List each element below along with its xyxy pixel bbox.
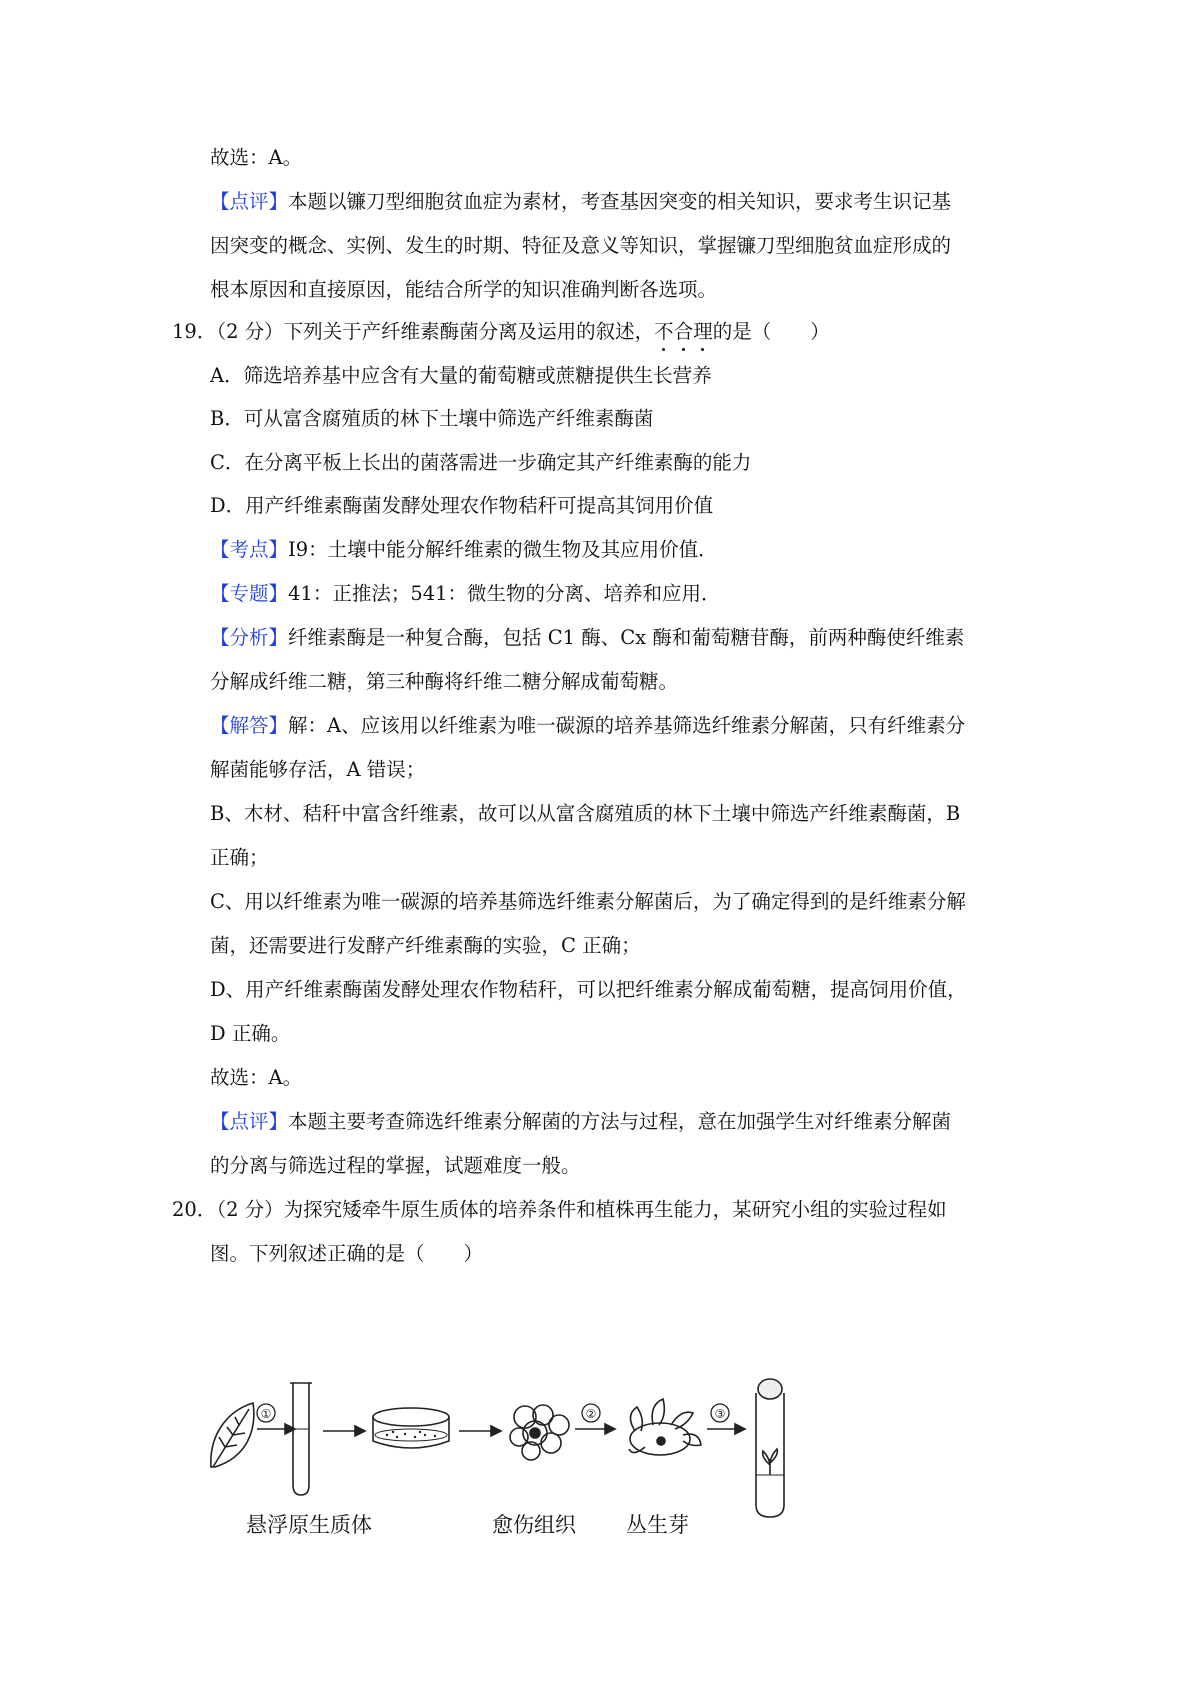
question-19 — [172, 320, 830, 344]
line-zhuanti — [210, 582, 721, 606]
step-label: ③ — [714, 1407, 726, 1421]
line-comment2-1 — [210, 1110, 951, 1134]
tag-kaodian: 【考点】 — [210, 538, 289, 561]
arrow-step-1 — [257, 1424, 295, 1434]
question-19-suffix: 的是（ ） — [712, 320, 830, 343]
leaf-icon — [211, 1403, 254, 1467]
line-comment-1 — [210, 190, 951, 214]
caption-shoots: 丛生芽 — [626, 1513, 689, 1537]
arrow-icon — [459, 1426, 501, 1436]
petri-dish-icon — [373, 1408, 449, 1448]
tag-comment: 【点评】 — [210, 1110, 289, 1133]
caption-protoplast: 悬浮原生质体 — [246, 1513, 372, 1537]
line-answer-1: 故选：A。 — [210, 146, 303, 169]
arrow-icon — [323, 1426, 365, 1436]
line-jieda-6: 菌，还需要进行发酵产纤维素酶的实验，C 正确； — [210, 934, 641, 957]
tag-fenxi: 【分析】 — [210, 626, 289, 649]
line-answer-2: 故选：A。 — [210, 1066, 303, 1089]
line-jieda-1 — [210, 714, 965, 738]
question-20-line-2: 图。下列叙述正确的是（ ） — [210, 1242, 484, 1265]
option-a: A．筛选培养基中应含有大量的葡萄糖或蔗糖提供生长营养 — [210, 364, 712, 387]
option-b: B．可从富含腐殖质的林下土壤中筛选产纤维素酶菌 — [210, 407, 654, 430]
test-tube-icon — [290, 1383, 312, 1495]
tag-comment: 【点评】 — [210, 190, 289, 213]
tag-zhuanti: 【专题】 — [210, 582, 289, 605]
shoots-icon — [629, 1399, 701, 1455]
arrow-step-2 — [575, 1424, 615, 1434]
line-comment-2: 因突变的概念、实例、发生的时期、特征及意义等知识，掌握镰刀型细胞贫血症形成的 — [210, 234, 952, 257]
emphasis-char: 合 — [674, 320, 694, 343]
comment-text: 本题以镰刀型细胞贫血症为素材，考查基因突变的相关知识，要求考生识记基 — [288, 190, 952, 213]
emphasis-char: 不 — [654, 320, 674, 343]
step-label: ① — [260, 1407, 272, 1421]
callus-icon — [510, 1405, 569, 1460]
option-d: D．用产纤维素酶菌发酵处理农作物秸秆可提高其饲用价值 — [210, 494, 714, 517]
kaodian-text: I9：土壤中能分解纤维素的微生物及其应用价值． — [288, 538, 718, 561]
option-c: C．在分离平板上长出的菌落需进一步确定其产纤维素酶的能力 — [210, 451, 752, 474]
tag-jieda: 【解答】 — [210, 714, 289, 737]
line-jieda-3: B、木材、秸秆中富含纤维素，故可以从富含腐殖质的林下土壤中筛选产纤维素酶菌，B — [210, 802, 961, 825]
line-jieda-7: D、用产纤维素酶菌发酵处理农作物秸秆，可以把纤维素分解成葡萄糖，提高饲用价值， — [210, 978, 967, 1001]
line-comment2-2: 的分离与筛选过程的掌握，试题难度一般。 — [210, 1154, 581, 1177]
line-fenxi-1 — [210, 626, 964, 650]
line-jieda-2: 解菌能够存活，A 错误； — [210, 758, 426, 781]
caption-callus: 愈伤组织 — [492, 1513, 576, 1537]
line-kaodian — [210, 538, 718, 562]
experiment-process-figure — [205, 1375, 865, 1525]
line-jieda-5: C、用以纤维素为唯一碳源的培养基筛选纤维素分解菌后，为了确定得到的是纤维素分解 — [210, 890, 966, 913]
arrow-step-3 — [707, 1424, 745, 1434]
zhuanti-text: 41：正推法；541：微生物的分离、培养和应用． — [288, 582, 721, 605]
question-19-prefix: 19．（2 分）下列关于产纤维素酶菌分离及运用的叙述， — [172, 320, 655, 343]
line-comment-3: 根本原因和直接原因，能结合所学的知识准确判断各选项。 — [210, 278, 718, 301]
question-20-line-1: 20．（2 分）为探究矮牵牛原生质体的培养条件和植株再生能力，某研究小组的实验过程如 — [172, 1198, 947, 1221]
plantlet-tube-icon — [756, 1379, 784, 1517]
line-jieda-4: 正确； — [210, 846, 269, 869]
fenxi-text: 纤维素酶是一种复合酶，包括 C1 酶、Cx 酶和葡萄糖苷酶，前两种酶使纤维素 — [288, 626, 965, 649]
line-jieda-8: D 正确。 — [210, 1022, 291, 1045]
jieda-text: 解：A、应该用以纤维素为唯一碳源的培养基筛选纤维素分解菌，只有纤维素分 — [288, 714, 966, 737]
step-label: ② — [585, 1407, 597, 1421]
line-fenxi-2: 分解成纤维二糖，第三种酶将纤维二糖分解成葡萄糖。 — [210, 670, 679, 693]
emphasis-char: 理 — [693, 320, 713, 343]
comment2-text: 本题主要考查筛选纤维素分解菌的方法与过程，意在加强学生对纤维素分解菌 — [288, 1110, 952, 1133]
